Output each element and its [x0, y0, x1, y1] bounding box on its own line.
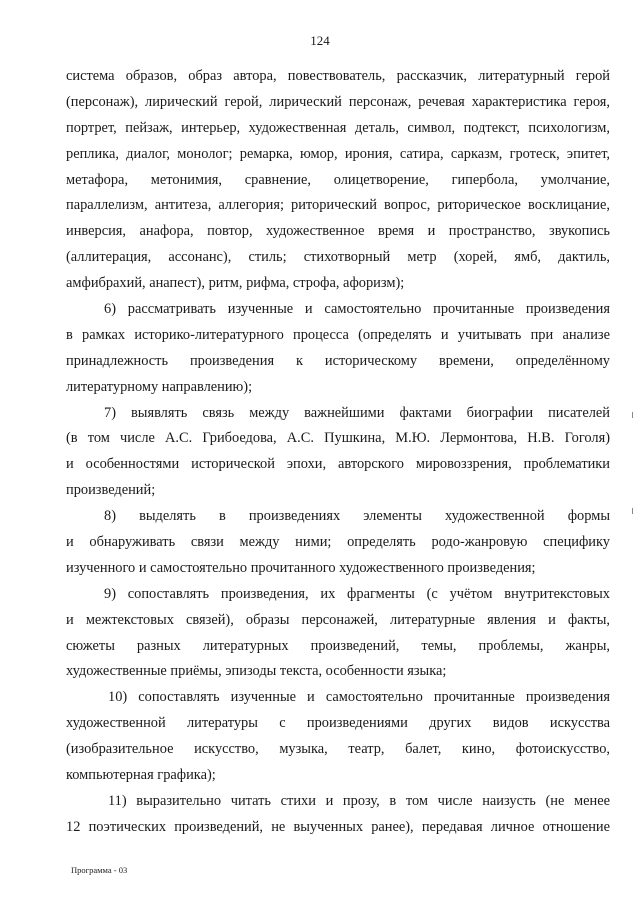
text-line: сюжеты разных литературных произведений, темы, проблемы, жанры,: [66, 637, 610, 654]
text-line: в рамках историко-литературного процесса (определять и учитывать при анализе: [66, 326, 610, 343]
text-line: 11) выразительно читать стихи и прозу, в том числе наизусть (не менее: [108, 792, 610, 809]
text-line: художественные приёмы, эпизоды текста, особенности языка;: [66, 663, 447, 680]
text-line: реплика, диалог, монолог; ремарка, юмор, ирония, сатира, сарказм, гротеск, эпитет,: [66, 145, 610, 162]
text-line: метафора, метонимия, сравнение, олицетворение, гипербола, умолчание,: [66, 171, 610, 188]
scan-mark: [632, 508, 633, 514]
text-line: портрет, пейзаж, интерьер, художественная деталь, символ, подтекст, психологизм,: [66, 119, 610, 136]
text-line: 10) сопоставлять изученные и самостоятельно прочитанные произведения: [108, 689, 610, 706]
text-line: (персонаж), лирический герой, лирический персонаж, речевая характеристика героя,: [66, 93, 610, 110]
text-line: амфибрахий, анапест), ритм, рифма, строфа, афоризм);: [66, 275, 405, 292]
text-line: и обнаруживать связи между ними; определять родо-жанровую специфику: [66, 534, 610, 551]
text-line: инверсия, анафора, повтор, художественное время и пространство, звукопись: [66, 223, 610, 240]
text-line: 8) выделять в произведениях элементы художественной формы: [104, 508, 610, 525]
footer-label: Программа - 03: [71, 865, 128, 875]
text-line: (в том числе А.С. Грибоедова, А.С. Пушкина, М.Ю. Лермонтова, Н.В. Гоголя): [66, 430, 610, 447]
text-line: система образов, образ автора, повествователь, рассказчик, литературный герой: [66, 68, 610, 84]
text-line: (аллитерация, ассонанс), стиль; стихотворный метр (хорей, ямб, дактиль,: [66, 249, 610, 266]
scan-mark: [632, 412, 633, 418]
text-line: литературному направлению);: [66, 378, 253, 395]
text-line: изученного и самостоятельно прочитанного художественного произведения;: [66, 559, 536, 576]
text-line: 7) выявлять связь между важнейшими фактами биографии писателей: [104, 404, 610, 421]
text-line: параллелизм, антитеза, аллегория; риторический вопрос, риторическое восклицание,: [66, 197, 610, 214]
page-number: 124: [310, 33, 330, 48]
text-line: 6) рассматривать изученные и самостоятельно прочитанные произведения: [104, 301, 610, 318]
text-line: 9) сопоставлять произведения, их фрагменты (с учётом внутритекстовых: [104, 585, 610, 602]
text-line: и особенностями исторической эпохи, авторского мировоззрения, проблематики: [66, 456, 610, 473]
text-line: произведений;: [66, 482, 156, 499]
text-line: компьютерная графика);: [66, 767, 216, 784]
body-text: [66, 64, 610, 841]
text-line: и межтекстовых связей), образы персонажей, литературные явления и факты,: [66, 611, 610, 628]
text-line: 12 поэтических произведений, не выученных ранее), передавая личное отношение: [66, 818, 610, 835]
text-line: художественной литературы с произведениями других видов искусства: [66, 715, 610, 732]
text-line: принадлежность произведения к историческому времени, определённому: [66, 352, 610, 369]
text-line: (изобразительное искусство, музыка, театр, балет, кино, фотоискусство,: [66, 741, 610, 758]
